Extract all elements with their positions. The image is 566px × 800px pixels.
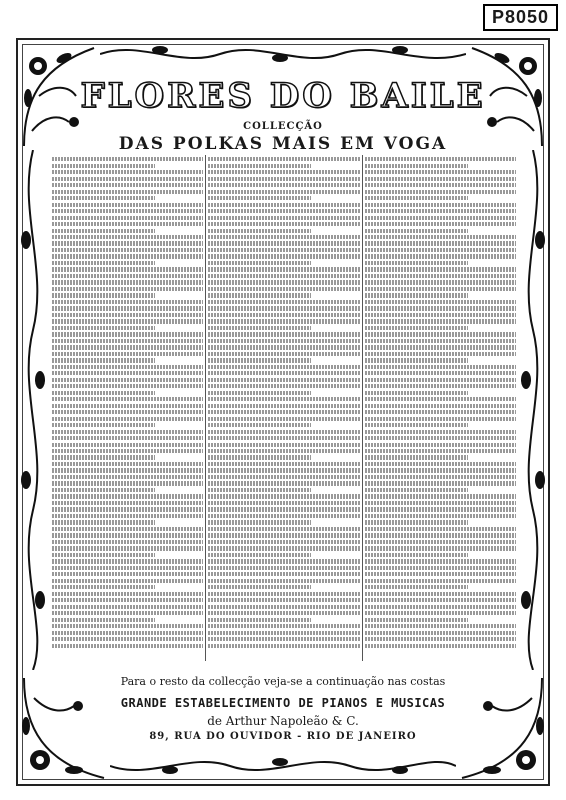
catalog-entry-line <box>365 235 516 239</box>
catalog-entry-line <box>208 481 359 485</box>
catalog-entry-line <box>52 624 203 628</box>
catalog-entry-line <box>52 501 203 505</box>
catalog-entry-line <box>365 254 516 258</box>
catalog-column-2 <box>205 155 361 661</box>
catalog-entry-line <box>52 358 155 362</box>
catalog-entry-line <box>52 157 203 161</box>
catalog-entry-line <box>365 488 468 492</box>
catalog-entry-line <box>208 164 311 168</box>
catalog-entry-line <box>365 553 468 557</box>
catalog-entry-line <box>52 332 203 336</box>
catalog-entry-line <box>52 216 203 220</box>
catalog-entry-line <box>365 644 516 648</box>
catalog-entry-line <box>208 293 311 297</box>
catalog-entry-line <box>365 637 516 641</box>
catalog-entry-line <box>52 235 203 239</box>
catalog-entry-line <box>52 579 203 583</box>
catalog-entry-line <box>208 280 359 284</box>
catalog-entry-line <box>52 313 203 317</box>
catalog-entry-line <box>208 391 311 395</box>
collection-label: COLLECÇÃO <box>243 121 323 132</box>
catalog-entry-line <box>208 319 359 323</box>
catalog-entry-line <box>365 592 516 596</box>
catalog-entry-line <box>52 514 203 518</box>
catalog-entry-line <box>52 170 203 174</box>
catalog-entry-line <box>208 443 359 447</box>
catalog-entry-line <box>208 306 359 310</box>
catalog-entry-line <box>52 559 203 563</box>
catalog-entry-line <box>365 618 468 622</box>
catalog-entry-line <box>52 637 203 641</box>
catalog-entry-line <box>52 592 203 596</box>
catalog-entry-line <box>208 520 311 524</box>
catalog-entry-line <box>52 410 203 414</box>
catalog-entry-line <box>208 488 311 492</box>
catalog-entry-line <box>208 449 359 453</box>
catalog-entry-line <box>365 313 516 317</box>
catalog-entry-line <box>52 566 203 570</box>
catalog-entry-line <box>208 455 311 459</box>
catalog-entry-line <box>365 164 468 168</box>
catalog-entry-line <box>365 631 516 635</box>
catalog-entry-line <box>208 468 359 472</box>
catalog-entry-line <box>208 378 359 382</box>
catalog-entry-line <box>208 222 359 226</box>
catalog-entry-line <box>52 339 203 343</box>
catalog-entry-line <box>365 345 516 349</box>
catalog-entry-line <box>52 527 203 531</box>
catalog-entry-line <box>52 190 203 194</box>
catalog-entry-line <box>52 183 203 187</box>
catalog-entry-line <box>52 345 203 349</box>
catalog-entry-line <box>365 585 468 589</box>
catalog-entry-line <box>52 319 203 323</box>
catalog-entry-line <box>365 494 516 498</box>
catalog-entry-line <box>365 501 516 505</box>
catalog-entry-line <box>208 287 359 291</box>
catalog-entry-line <box>52 553 155 557</box>
catalog-entry-line <box>52 352 203 356</box>
catalog-entry-line <box>208 216 359 220</box>
catalog-entry-line <box>365 397 516 401</box>
catalog-entry-line <box>208 546 359 550</box>
catalog-entry-line <box>365 624 516 628</box>
catalog-column-1 <box>50 155 205 661</box>
catalog-entry-line <box>208 417 359 421</box>
publisher-address: 89, RUA DO OUVIDOR - RIO DE JANEIRO <box>149 731 417 742</box>
catalog-entry-line <box>52 280 203 284</box>
catalog-entry-line <box>208 598 359 602</box>
catalog-entry-line <box>52 631 203 635</box>
catalog-entry-line <box>52 300 203 304</box>
catalog-entry-line <box>208 475 359 479</box>
catalog-entry-line <box>365 579 516 583</box>
catalog-entry-line <box>52 443 203 447</box>
catalog-entry-line <box>208 507 359 511</box>
catalog-entry-line <box>208 203 359 207</box>
catalog-entry-line <box>52 267 203 271</box>
catalog-entry-line <box>365 241 516 245</box>
catalog-entry-line <box>52 261 155 265</box>
catalog-entry-line <box>52 644 203 648</box>
catalog-entry-line <box>208 631 359 635</box>
catalog-entry-line <box>52 436 203 440</box>
catalog-entry-line <box>208 404 359 408</box>
catalog-entry-line <box>365 287 516 291</box>
catalog-entry-line <box>365 566 516 570</box>
catalog-entry-line <box>208 274 359 278</box>
catalog-entry-line <box>208 229 311 233</box>
catalog-entry-line <box>365 332 516 336</box>
catalog-entry-line <box>365 306 516 310</box>
catalog-entry-line <box>52 507 203 511</box>
continuation-note: Para o resto da collecção veja-se a continuação nas costas <box>120 675 446 688</box>
catalog-entry-line <box>208 572 359 576</box>
catalog-entry-line <box>365 267 516 271</box>
polka-catalog-listing <box>50 155 518 661</box>
catalog-entry-line <box>365 455 468 459</box>
catalog-entry-line <box>365 436 516 440</box>
catalog-entry-line <box>365 598 516 602</box>
catalog-stamp: P8050 <box>483 4 558 31</box>
catalog-entry-line <box>208 248 359 252</box>
catalog-entry-line <box>52 494 203 498</box>
catalog-entry-line <box>208 190 359 194</box>
catalog-entry-line <box>208 527 359 531</box>
catalog-entry-line <box>52 572 203 576</box>
catalog-entry-line <box>208 177 359 181</box>
catalog-entry-line <box>208 540 359 544</box>
catalog-entry-line <box>208 339 359 343</box>
catalog-entry-line <box>365 430 516 434</box>
catalog-entry-line <box>208 365 359 369</box>
catalog-entry-line <box>208 170 359 174</box>
catalog-entry-line <box>208 624 359 628</box>
catalog-entry-line <box>208 579 359 583</box>
catalog-entry-line <box>365 481 516 485</box>
catalog-entry-line <box>52 520 155 524</box>
catalog-entry-line <box>365 190 516 194</box>
catalog-entry-line <box>52 177 203 181</box>
catalog-entry-line <box>365 280 516 284</box>
catalog-entry-line <box>365 449 516 453</box>
catalog-entry-line <box>52 209 203 213</box>
catalog-entry-line <box>365 196 468 200</box>
catalog-entry-line <box>365 261 468 265</box>
catalog-entry-line <box>365 527 516 531</box>
catalog-entry-line <box>52 481 203 485</box>
catalog-entry-line <box>365 475 516 479</box>
catalog-entry-line <box>208 183 359 187</box>
catalog-entry-line <box>365 378 516 382</box>
catalog-entry-line <box>365 371 516 375</box>
catalog-entry-line <box>365 177 516 181</box>
catalog-entry-line <box>52 378 203 382</box>
catalog-entry-line <box>52 605 203 609</box>
catalog-entry-line <box>365 605 516 609</box>
catalog-entry-line <box>52 196 155 200</box>
catalog-entry-line <box>52 468 203 472</box>
publisher-owner: de Arthur Napoleão & C. <box>207 714 359 728</box>
catalog-entry-line <box>208 241 359 245</box>
catalog-entry-line <box>365 462 516 466</box>
catalog-entry-line <box>365 507 516 511</box>
catalog-entry-line <box>52 475 203 479</box>
catalog-entry-line <box>208 436 359 440</box>
catalog-entry-line <box>365 520 468 524</box>
catalog-entry-line <box>365 423 468 427</box>
catalog-entry-line <box>208 313 359 317</box>
catalog-entry-line <box>208 592 359 596</box>
catalog-entry-line <box>208 326 311 330</box>
catalog-entry-line <box>365 365 516 369</box>
catalog-entry-line <box>52 293 155 297</box>
catalog-entry-line <box>365 319 516 323</box>
catalog-entry-line <box>52 455 155 459</box>
catalog-entry-line <box>52 164 155 168</box>
catalog-entry-line <box>52 540 203 544</box>
catalog-entry-line <box>365 339 516 343</box>
catalog-entry-line <box>208 462 359 466</box>
catalog-entry-line <box>52 488 155 492</box>
catalog-entry-line <box>52 371 203 375</box>
catalog-entry-line <box>365 358 468 362</box>
catalog-entry-line <box>208 397 359 401</box>
catalog-entry-line <box>365 404 516 408</box>
catalog-entry-line <box>52 598 203 602</box>
catalog-entry-line <box>208 157 359 161</box>
catalog-entry-line <box>365 410 516 414</box>
catalog-entry-line <box>365 468 516 472</box>
catalog-entry-line <box>208 430 359 434</box>
catalog-entry-line <box>365 443 516 447</box>
catalog-entry-line <box>52 326 155 330</box>
catalog-entry-line <box>52 222 203 226</box>
catalog-entry-line <box>365 352 516 356</box>
catalog-entry-line <box>208 267 359 271</box>
vine-ornament-left-icon <box>18 150 48 670</box>
catalog-entry-line <box>52 287 203 291</box>
catalog-entry-line <box>365 559 516 563</box>
catalog-entry-line <box>365 546 516 550</box>
catalog-entry-line <box>52 417 203 421</box>
catalog-entry-line <box>52 423 155 427</box>
catalog-entry-line <box>52 611 203 615</box>
catalog-entry-line <box>365 274 516 278</box>
catalog-entry-line <box>208 384 359 388</box>
catalog-entry-line <box>365 248 516 252</box>
catalog-entry-line <box>365 157 516 161</box>
catalog-entry-line <box>208 332 359 336</box>
catalog-entry-line <box>208 410 359 414</box>
catalog-entry-line <box>208 371 359 375</box>
catalog-entry-line <box>208 585 311 589</box>
catalog-entry-line <box>208 559 359 563</box>
catalog-entry-line <box>365 391 468 395</box>
catalog-entry-line <box>365 572 516 576</box>
catalog-entry-line <box>52 533 203 537</box>
catalog-entry-line <box>52 306 203 310</box>
catalog-entry-line <box>365 514 516 518</box>
vine-ornament-right-icon <box>518 150 548 670</box>
catalog-entry-line <box>365 209 516 213</box>
catalog-entry-line <box>365 216 516 220</box>
catalog-entry-line <box>208 644 359 648</box>
catalog-entry-line <box>52 585 155 589</box>
catalog-entry-line <box>208 261 311 265</box>
catalog-entry-line <box>208 566 359 570</box>
catalog-entry-line <box>208 605 359 609</box>
catalog-entry-line <box>208 196 311 200</box>
catalog-entry-line <box>208 209 359 213</box>
catalog-entry-line <box>208 300 359 304</box>
catalog-entry-line <box>208 637 359 641</box>
catalog-entry-line <box>52 449 203 453</box>
catalog-entry-line <box>52 397 203 401</box>
catalog-entry-line <box>365 293 468 297</box>
catalog-entry-line <box>365 540 516 544</box>
catalog-entry-line <box>52 546 203 550</box>
catalog-column-3 <box>362 155 518 661</box>
catalog-entry-line <box>208 494 359 498</box>
catalog-entry-line <box>365 222 516 226</box>
vine-ornament-top-icon <box>100 40 466 68</box>
page-subtitle: DAS POLKAS MAIS EM VOGA <box>118 134 448 154</box>
vine-ornament-bottom-icon <box>110 752 456 780</box>
catalog-entry-line <box>208 345 359 349</box>
catalog-entry-line <box>365 326 468 330</box>
catalog-entry-line <box>52 384 203 388</box>
catalog-entry-line <box>52 203 203 207</box>
catalog-entry-line <box>52 274 203 278</box>
catalog-entry-line <box>365 300 516 304</box>
catalog-entry-line <box>365 229 468 233</box>
catalog-entry-line <box>52 254 203 258</box>
catalog-entry-line <box>52 241 203 245</box>
publisher-name: GRANDE ESTABELECIMENTO DE PIANOS E MUSICAS <box>120 696 446 710</box>
catalog-entry-line <box>208 618 311 622</box>
page-title: FLORES DO BAILE <box>80 76 486 116</box>
catalog-entry-line <box>52 430 203 434</box>
catalog-entry-line <box>208 501 359 505</box>
catalog-entry-line <box>365 183 516 187</box>
catalog-entry-line <box>208 514 359 518</box>
catalog-entry-line <box>52 391 155 395</box>
catalog-entry-line <box>208 611 359 615</box>
catalog-entry-line <box>52 248 203 252</box>
catalog-entry-line <box>52 229 155 233</box>
catalog-entry-line <box>208 352 359 356</box>
catalog-entry-line <box>208 533 359 537</box>
catalog-entry-line <box>52 365 203 369</box>
catalog-entry-line <box>208 423 311 427</box>
catalog-entry-line <box>52 404 203 408</box>
catalog-entry-line <box>208 358 311 362</box>
catalog-entry-line <box>365 611 516 615</box>
catalog-entry-line <box>208 553 311 557</box>
catalog-entry-line <box>365 384 516 388</box>
catalog-entry-line <box>365 417 516 421</box>
catalog-entry-line <box>52 618 155 622</box>
catalog-entry-line <box>365 203 516 207</box>
catalog-entry-line <box>208 254 359 258</box>
catalog-entry-line <box>365 170 516 174</box>
catalog-entry-line <box>52 462 203 466</box>
catalog-entry-line <box>365 533 516 537</box>
catalog-entry-line <box>208 235 359 239</box>
